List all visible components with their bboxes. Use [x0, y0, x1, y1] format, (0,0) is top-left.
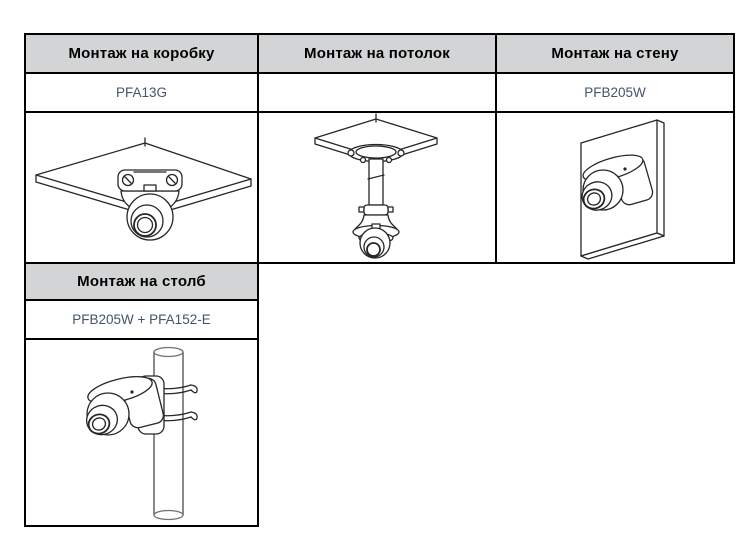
code-cell-wall-mount: PFB205W [497, 74, 735, 113]
illustration-cell-box-mount [26, 113, 259, 264]
box-mount-illustration [26, 113, 257, 262]
code-cell-box-mount: PFA13G [26, 74, 259, 113]
header-cell-box-mount: Монтаж на коробку [26, 35, 259, 74]
code-cell-ceiling-mount [259, 74, 497, 113]
illustration-cell-pole-mount [26, 340, 259, 527]
header-cell-pole-mount: Монтаж на столб [26, 264, 259, 301]
wall-mount-illustration [497, 113, 733, 262]
illustration-cell-ceiling-mount [259, 113, 497, 264]
pole-mount-table [24, 262, 259, 527]
header-cell-wall-mount: Монтаж на стену [497, 35, 735, 74]
illustration-cell-wall-mount [497, 113, 735, 264]
pole-mount-illustration [26, 340, 257, 525]
header-cell-ceiling-mount: Монтаж на потолок [259, 35, 497, 74]
ceiling-mount-illustration [259, 113, 495, 262]
code-cell-pole-mount: PFB205W + PFA152-E [26, 301, 259, 340]
mount-options-table [24, 33, 735, 264]
